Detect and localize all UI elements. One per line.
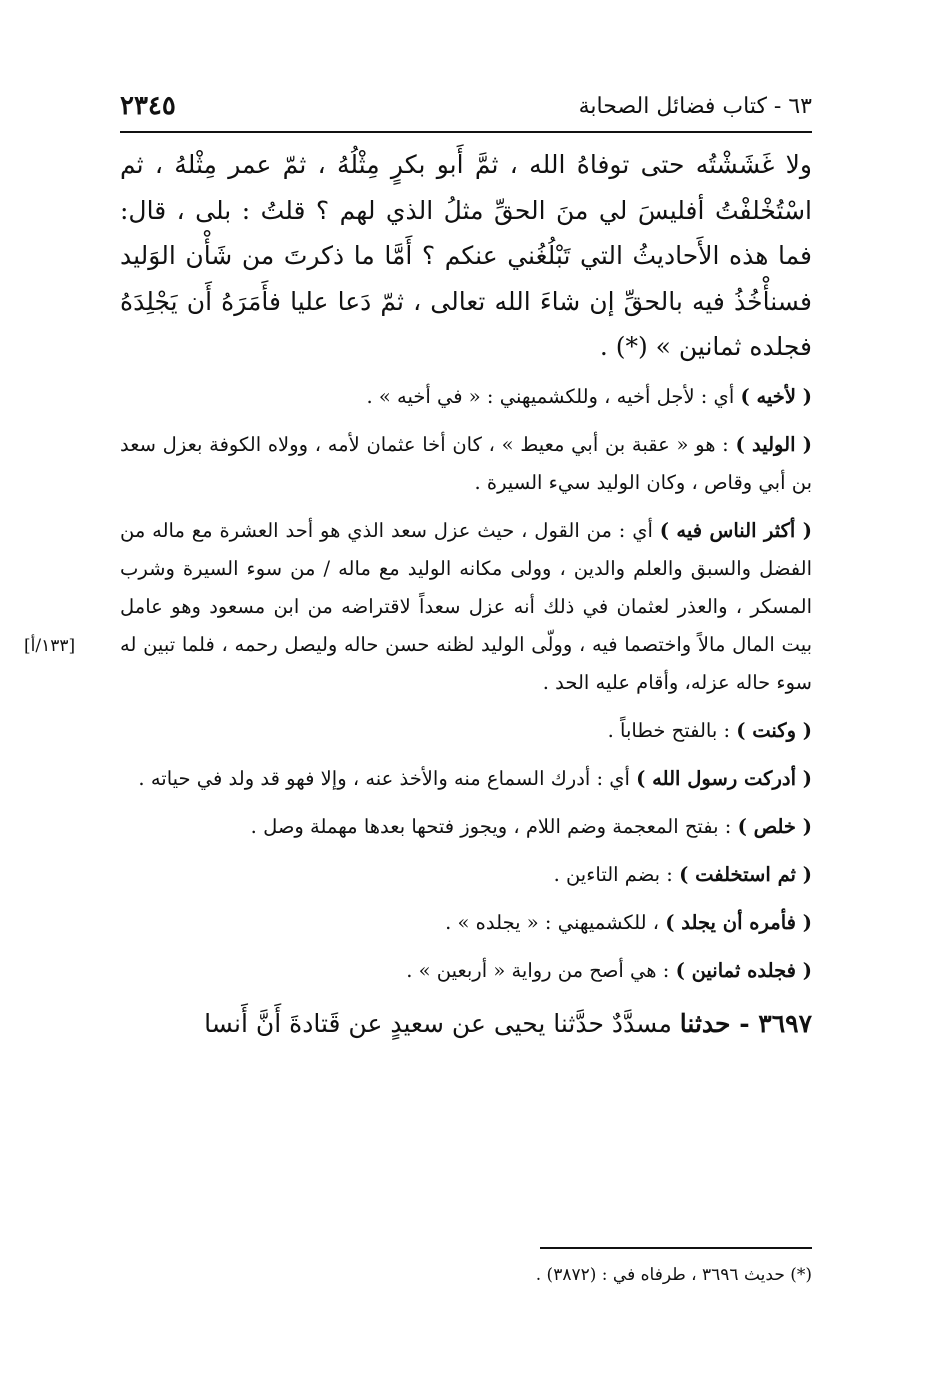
commentary-term: ( فجلده ثمانين ) bbox=[675, 958, 812, 982]
hadith-number: ٣٦٩٧ - حدثنا bbox=[679, 1008, 812, 1038]
commentary-paragraph bbox=[120, 904, 812, 942]
commentary-term: ( ثم استخلفت ) bbox=[679, 862, 812, 886]
commentary-term: ( وكنت ) bbox=[736, 718, 812, 742]
chapter-title: ٦٣ - كتاب فضائل الصحابة bbox=[578, 93, 812, 119]
commentary-paragraph bbox=[120, 712, 812, 750]
commentary-paragraph bbox=[120, 856, 812, 894]
commentary-paragraph bbox=[120, 426, 812, 502]
commentary-text: أي : أدرك السماع منه والأخذ عنه ، وإلا فهو قد ولد في حياته . bbox=[138, 766, 637, 790]
commentary-text: : هو « عقبة بن أبي معيط » ، كان أخا عثمان لأمه ، وولاه الكوفة بعزل سعد بن أبي وقاص ، وكان الوليد سيء السيرة . bbox=[120, 432, 812, 494]
hadith-text: ولا غَشَشْتُه حتى توفاهُ الله ، ثمَّ أَبو بكرٍ مِثْلُهُ ، ثمّ عمر مِثْلهُ ، ثم اسْتُخْلفْتُ أفليسَ لي منَ الحقِّ مثلُ الذي لهم ؟ قلتُ : بلى ، قال: فما هذه الأَحاديثُ التي تَبْلُغُني عنكم ؟ أَمَّا ما ذكرتَ من شَأْن الوَليد فسنأْخُذُ فيه بالحقِّ إن شاءَ الله تعالى ، ثمّ دَعا عليا فأَمَرَهُ أَن يَجْلِدَهُ فجلده ثمانين » (*) . bbox=[120, 150, 812, 361]
commentary-term: ( أكثر الناس فيه ) bbox=[659, 518, 812, 542]
next-hadith bbox=[120, 1002, 812, 1046]
commentary-term: ( خلص ) bbox=[737, 814, 812, 838]
page-body bbox=[120, 142, 812, 1071]
commentary-paragraph bbox=[120, 512, 812, 702]
commentary-text: ، للكشميهني : « يجلده » . bbox=[445, 910, 666, 934]
commentary-text: أي : من القول ، حيث عزل سعد الذي هو أحد العشرة مع ماله من الفضل والسبق والعلم والدين ، وولى مكانه الوليد مع ماله / من سوء السيرة وشرب المسكر ، والعذر لعثمان في ذلك أنه عزل سعداً لاقتراضه من ابن مسعود وهو عامل بيت المال مالاً واختصما فيه ، وولّى الوليد لظنه حسن حاله وليصل رحمه ، فلما تبين له سوء حاله عزله، وأقام عليه الحد . bbox=[120, 518, 812, 694]
commentary-text: : بالفتح خطاباً . bbox=[607, 718, 737, 742]
commentary-text: : بفتح المعجمة وضم اللام ، ويجوز فتحها بعدها مهملة وصل . bbox=[250, 814, 738, 838]
commentary-paragraph bbox=[120, 808, 812, 846]
footnote-rule bbox=[540, 1247, 812, 1249]
margin-folio-note: [١٣٣/أ] bbox=[24, 636, 76, 656]
commentary-text: أي : لأجل أخيه ، وللكشميهني : « في أخيه » . bbox=[366, 384, 741, 408]
commentary-text: : بضم التاءين . bbox=[553, 862, 680, 886]
commentary-term: ( الوليد ) bbox=[735, 432, 813, 456]
commentary-paragraph bbox=[120, 952, 812, 990]
commentary-paragraph bbox=[120, 760, 812, 798]
commentary-term: ( لأخيه ) bbox=[740, 384, 812, 408]
commentary-paragraph bbox=[120, 378, 812, 416]
footnote: (*) حديث ٣٦٩٦ ، طرفاه في : (٣٨٧٢) . bbox=[535, 1265, 812, 1285]
commentary-term: ( أدركت رسول الله ) bbox=[636, 766, 812, 790]
header-rule bbox=[120, 131, 812, 133]
page-number: ٢٣٤٥ bbox=[120, 91, 176, 121]
commentary-term: ( فأمره أن يجلد ) bbox=[665, 910, 812, 934]
page-header bbox=[120, 86, 812, 126]
commentary-text: : هي أصح من رواية « أربعين » . bbox=[406, 958, 676, 982]
hadith-isnad: مسدَّدٌ حدَّثنا يحيى عن سعيدٍ عن قَتادةَ أَنَّ أَنسا bbox=[204, 1008, 680, 1038]
